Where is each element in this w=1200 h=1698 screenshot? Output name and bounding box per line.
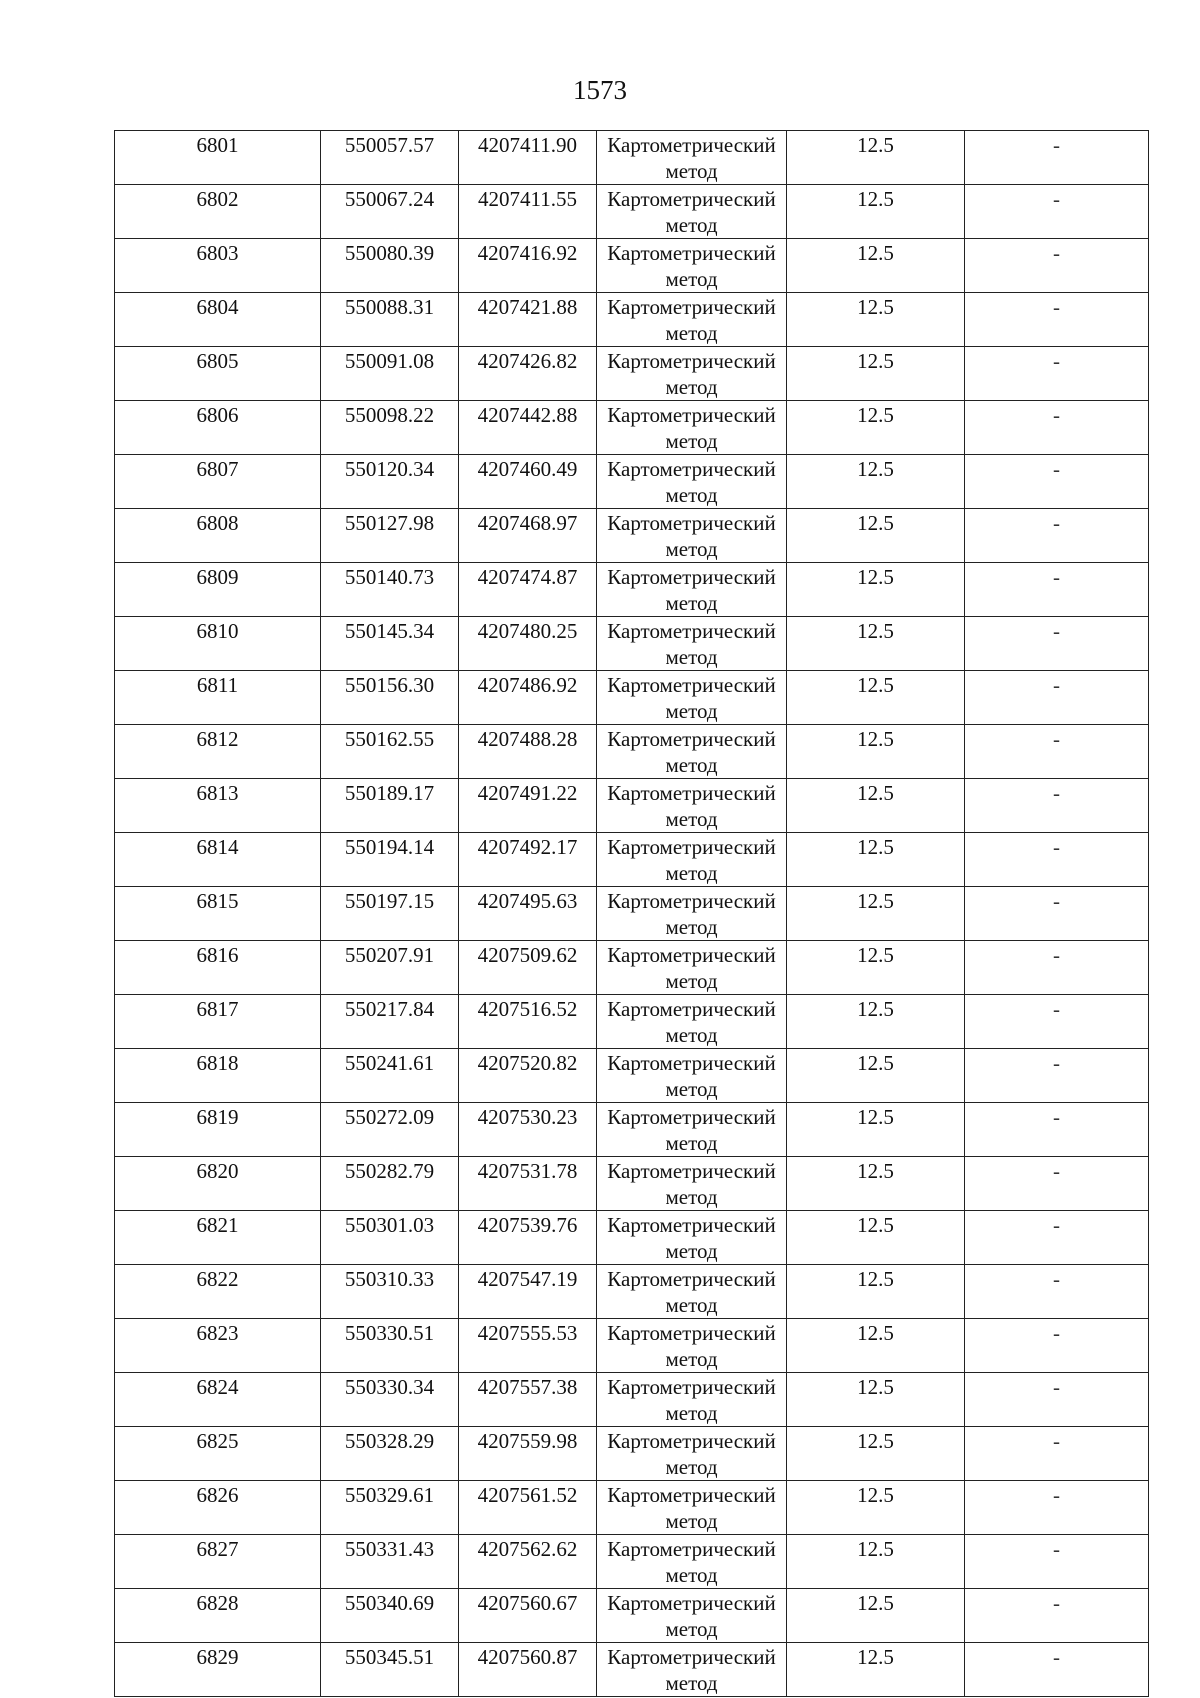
x-coordinate-cell: 550067.24: [321, 185, 459, 239]
table-row: [115, 239, 1149, 293]
table-row: [115, 995, 1149, 1049]
note-cell: -: [965, 1535, 1149, 1589]
precision-cell: 12.5: [787, 1211, 965, 1265]
x-coordinate-cell: 550282.79: [321, 1157, 459, 1211]
point-number-cell: 6801: [115, 131, 321, 185]
precision-cell: 12.5: [787, 131, 965, 185]
table-row: [115, 1373, 1149, 1427]
point-number-cell: 6823: [115, 1319, 321, 1373]
x-coordinate-cell: 550217.84: [321, 995, 459, 1049]
note-cell: -: [965, 1103, 1149, 1157]
method-cell: Картометрический метод: [597, 1589, 787, 1643]
x-coordinate-cell: 550091.08: [321, 347, 459, 401]
note-cell: -: [965, 347, 1149, 401]
y-coordinate-cell: 4207421.88: [459, 293, 597, 347]
note-cell: -: [965, 1211, 1149, 1265]
method-cell: Картометрический метод: [597, 347, 787, 401]
precision-cell: 12.5: [787, 887, 965, 941]
point-number-cell: 6825: [115, 1427, 321, 1481]
note-cell: -: [965, 1643, 1149, 1697]
y-coordinate-cell: 4207509.62: [459, 941, 597, 995]
x-coordinate-cell: 550120.34: [321, 455, 459, 509]
point-number-cell: 6824: [115, 1373, 321, 1427]
point-number-cell: 6803: [115, 239, 321, 293]
x-coordinate-cell: 550329.61: [321, 1481, 459, 1535]
precision-cell: 12.5: [787, 1103, 965, 1157]
note-cell: -: [965, 725, 1149, 779]
point-number-cell: 6818: [115, 1049, 321, 1103]
precision-cell: 12.5: [787, 1589, 965, 1643]
point-number-cell: 6810: [115, 617, 321, 671]
y-coordinate-cell: 4207495.63: [459, 887, 597, 941]
precision-cell: 12.5: [787, 1373, 965, 1427]
method-cell: Картометрический метод: [597, 725, 787, 779]
method-cell: Картометрический метод: [597, 779, 787, 833]
precision-cell: 12.5: [787, 401, 965, 455]
y-coordinate-cell: 4207460.49: [459, 455, 597, 509]
point-number-cell: 6808: [115, 509, 321, 563]
x-coordinate-cell: 550207.91: [321, 941, 459, 995]
note-cell: -: [965, 509, 1149, 563]
y-coordinate-cell: 4207562.62: [459, 1535, 597, 1589]
x-coordinate-cell: 550098.22: [321, 401, 459, 455]
y-coordinate-cell: 4207442.88: [459, 401, 597, 455]
y-coordinate-cell: 4207559.98: [459, 1427, 597, 1481]
table-row: [115, 401, 1149, 455]
method-cell: Картометрический метод: [597, 509, 787, 563]
y-coordinate-cell: 4207516.52: [459, 995, 597, 1049]
point-number-cell: 6827: [115, 1535, 321, 1589]
table-row: [115, 671, 1149, 725]
table-row: [115, 1427, 1149, 1481]
precision-cell: 12.5: [787, 347, 965, 401]
table-row: [115, 833, 1149, 887]
precision-cell: 12.5: [787, 293, 965, 347]
note-cell: -: [965, 563, 1149, 617]
point-number-cell: 6821: [115, 1211, 321, 1265]
table-row: [115, 1319, 1149, 1373]
table-row: [115, 1157, 1149, 1211]
y-coordinate-cell: 4207560.67: [459, 1589, 597, 1643]
method-cell: Картометрический метод: [597, 617, 787, 671]
y-coordinate-cell: 4207547.19: [459, 1265, 597, 1319]
method-cell: Картометрический метод: [597, 1049, 787, 1103]
point-number-cell: 6805: [115, 347, 321, 401]
table-row: [115, 1589, 1149, 1643]
note-cell: -: [965, 671, 1149, 725]
table-row: [115, 1211, 1149, 1265]
method-cell: Картометрический метод: [597, 833, 787, 887]
x-coordinate-cell: 550194.14: [321, 833, 459, 887]
precision-cell: 12.5: [787, 1427, 965, 1481]
y-coordinate-cell: 4207480.25: [459, 617, 597, 671]
note-cell: -: [965, 617, 1149, 671]
note-cell: -: [965, 779, 1149, 833]
precision-cell: 12.5: [787, 1643, 965, 1697]
note-cell: -: [965, 887, 1149, 941]
note-cell: -: [965, 941, 1149, 995]
y-coordinate-cell: 4207530.23: [459, 1103, 597, 1157]
note-cell: -: [965, 1589, 1149, 1643]
method-cell: Картометрический метод: [597, 239, 787, 293]
y-coordinate-cell: 4207492.17: [459, 833, 597, 887]
note-cell: -: [965, 1319, 1149, 1373]
precision-cell: 12.5: [787, 1319, 965, 1373]
y-coordinate-cell: 4207426.82: [459, 347, 597, 401]
y-coordinate-cell: 4207411.55: [459, 185, 597, 239]
table-row: [115, 725, 1149, 779]
coordinates-table: [114, 130, 1149, 1697]
precision-cell: 12.5: [787, 1481, 965, 1535]
method-cell: Картометрический метод: [597, 1265, 787, 1319]
precision-cell: 12.5: [787, 779, 965, 833]
x-coordinate-cell: 550145.34: [321, 617, 459, 671]
x-coordinate-cell: 550330.34: [321, 1373, 459, 1427]
table-row: [115, 455, 1149, 509]
method-cell: Картометрический метод: [597, 995, 787, 1049]
method-cell: Картометрический метод: [597, 941, 787, 995]
point-number-cell: 6822: [115, 1265, 321, 1319]
precision-cell: 12.5: [787, 185, 965, 239]
method-cell: Картометрический метод: [597, 401, 787, 455]
x-coordinate-cell: 550272.09: [321, 1103, 459, 1157]
x-coordinate-cell: 550345.51: [321, 1643, 459, 1697]
y-coordinate-cell: 4207561.52: [459, 1481, 597, 1535]
y-coordinate-cell: 4207416.92: [459, 239, 597, 293]
coordinates-table-body: [115, 131, 1149, 1697]
point-number-cell: 6826: [115, 1481, 321, 1535]
x-coordinate-cell: 550080.39: [321, 239, 459, 293]
y-coordinate-cell: 4207474.87: [459, 563, 597, 617]
note-cell: -: [965, 293, 1149, 347]
x-coordinate-cell: 550127.98: [321, 509, 459, 563]
point-number-cell: 6806: [115, 401, 321, 455]
y-coordinate-cell: 4207555.53: [459, 1319, 597, 1373]
method-cell: Картометрический метод: [597, 563, 787, 617]
note-cell: -: [965, 995, 1149, 1049]
method-cell: Картометрический метод: [597, 1427, 787, 1481]
x-coordinate-cell: 550310.33: [321, 1265, 459, 1319]
point-number-cell: 6814: [115, 833, 321, 887]
note-cell: -: [965, 239, 1149, 293]
y-coordinate-cell: 4207411.90: [459, 131, 597, 185]
precision-cell: 12.5: [787, 995, 965, 1049]
method-cell: Картометрический метод: [597, 1211, 787, 1265]
point-number-cell: 6820: [115, 1157, 321, 1211]
precision-cell: 12.5: [787, 455, 965, 509]
table-row: [115, 1103, 1149, 1157]
table-row: [115, 347, 1149, 401]
table-row: [115, 185, 1149, 239]
note-cell: -: [965, 1427, 1149, 1481]
precision-cell: 12.5: [787, 509, 965, 563]
table-row: [115, 1481, 1149, 1535]
y-coordinate-cell: 4207560.87: [459, 1643, 597, 1697]
point-number-cell: 6817: [115, 995, 321, 1049]
point-number-cell: 6829: [115, 1643, 321, 1697]
x-coordinate-cell: 550301.03: [321, 1211, 459, 1265]
precision-cell: 12.5: [787, 833, 965, 887]
point-number-cell: 6811: [115, 671, 321, 725]
table-row: [115, 941, 1149, 995]
point-number-cell: 6819: [115, 1103, 321, 1157]
method-cell: Картометрический метод: [597, 185, 787, 239]
page-number: 1573: [573, 75, 627, 105]
note-cell: -: [965, 1157, 1149, 1211]
table-row: [115, 779, 1149, 833]
y-coordinate-cell: 4207491.22: [459, 779, 597, 833]
point-number-cell: 6812: [115, 725, 321, 779]
method-cell: Картометрический метод: [597, 1373, 787, 1427]
table-row: [115, 1535, 1149, 1589]
note-cell: -: [965, 833, 1149, 887]
note-cell: -: [965, 1373, 1149, 1427]
x-coordinate-cell: 550140.73: [321, 563, 459, 617]
method-cell: Картометрический метод: [597, 887, 787, 941]
y-coordinate-cell: 4207531.78: [459, 1157, 597, 1211]
precision-cell: 12.5: [787, 1535, 965, 1589]
table-row: [115, 509, 1149, 563]
method-cell: Картометрический метод: [597, 671, 787, 725]
table-row: [115, 1049, 1149, 1103]
x-coordinate-cell: 550162.55: [321, 725, 459, 779]
method-cell: Картометрический метод: [597, 131, 787, 185]
x-coordinate-cell: 550330.51: [321, 1319, 459, 1373]
y-coordinate-cell: 4207486.92: [459, 671, 597, 725]
precision-cell: 12.5: [787, 1049, 965, 1103]
note-cell: -: [965, 1481, 1149, 1535]
point-number-cell: 6804: [115, 293, 321, 347]
x-coordinate-cell: 550241.61: [321, 1049, 459, 1103]
point-number-cell: 6828: [115, 1589, 321, 1643]
y-coordinate-cell: 4207488.28: [459, 725, 597, 779]
note-cell: -: [965, 455, 1149, 509]
method-cell: Картометрический метод: [597, 455, 787, 509]
table-row: [115, 887, 1149, 941]
y-coordinate-cell: 4207557.38: [459, 1373, 597, 1427]
table-row: [115, 131, 1149, 185]
point-number-cell: 6802: [115, 185, 321, 239]
note-cell: -: [965, 1265, 1149, 1319]
point-number-cell: 6813: [115, 779, 321, 833]
precision-cell: 12.5: [787, 563, 965, 617]
point-number-cell: 6816: [115, 941, 321, 995]
point-number-cell: 6809: [115, 563, 321, 617]
method-cell: Картометрический метод: [597, 1319, 787, 1373]
method-cell: Картометрический метод: [597, 1481, 787, 1535]
precision-cell: 12.5: [787, 239, 965, 293]
note-cell: -: [965, 131, 1149, 185]
x-coordinate-cell: 550340.69: [321, 1589, 459, 1643]
y-coordinate-cell: 4207520.82: [459, 1049, 597, 1103]
note-cell: -: [965, 401, 1149, 455]
table-row: [115, 293, 1149, 347]
table-row: [115, 1643, 1149, 1697]
method-cell: Картометрический метод: [597, 1643, 787, 1697]
table-row: [115, 563, 1149, 617]
note-cell: -: [965, 1049, 1149, 1103]
table-row: [115, 617, 1149, 671]
x-coordinate-cell: 550331.43: [321, 1535, 459, 1589]
precision-cell: 12.5: [787, 617, 965, 671]
table-row: [115, 1265, 1149, 1319]
precision-cell: 12.5: [787, 941, 965, 995]
precision-cell: 12.5: [787, 725, 965, 779]
x-coordinate-cell: 550156.30: [321, 671, 459, 725]
x-coordinate-cell: 550328.29: [321, 1427, 459, 1481]
method-cell: Картометрический метод: [597, 293, 787, 347]
x-coordinate-cell: 550189.17: [321, 779, 459, 833]
method-cell: Картометрический метод: [597, 1535, 787, 1589]
precision-cell: 12.5: [787, 671, 965, 725]
x-coordinate-cell: 550057.57: [321, 131, 459, 185]
y-coordinate-cell: 4207539.76: [459, 1211, 597, 1265]
method-cell: Картометрический метод: [597, 1157, 787, 1211]
y-coordinate-cell: 4207468.97: [459, 509, 597, 563]
method-cell: Картометрический метод: [597, 1103, 787, 1157]
x-coordinate-cell: 550088.31: [321, 293, 459, 347]
precision-cell: 12.5: [787, 1265, 965, 1319]
note-cell: -: [965, 185, 1149, 239]
x-coordinate-cell: 550197.15: [321, 887, 459, 941]
precision-cell: 12.5: [787, 1157, 965, 1211]
point-number-cell: 6815: [115, 887, 321, 941]
point-number-cell: 6807: [115, 455, 321, 509]
